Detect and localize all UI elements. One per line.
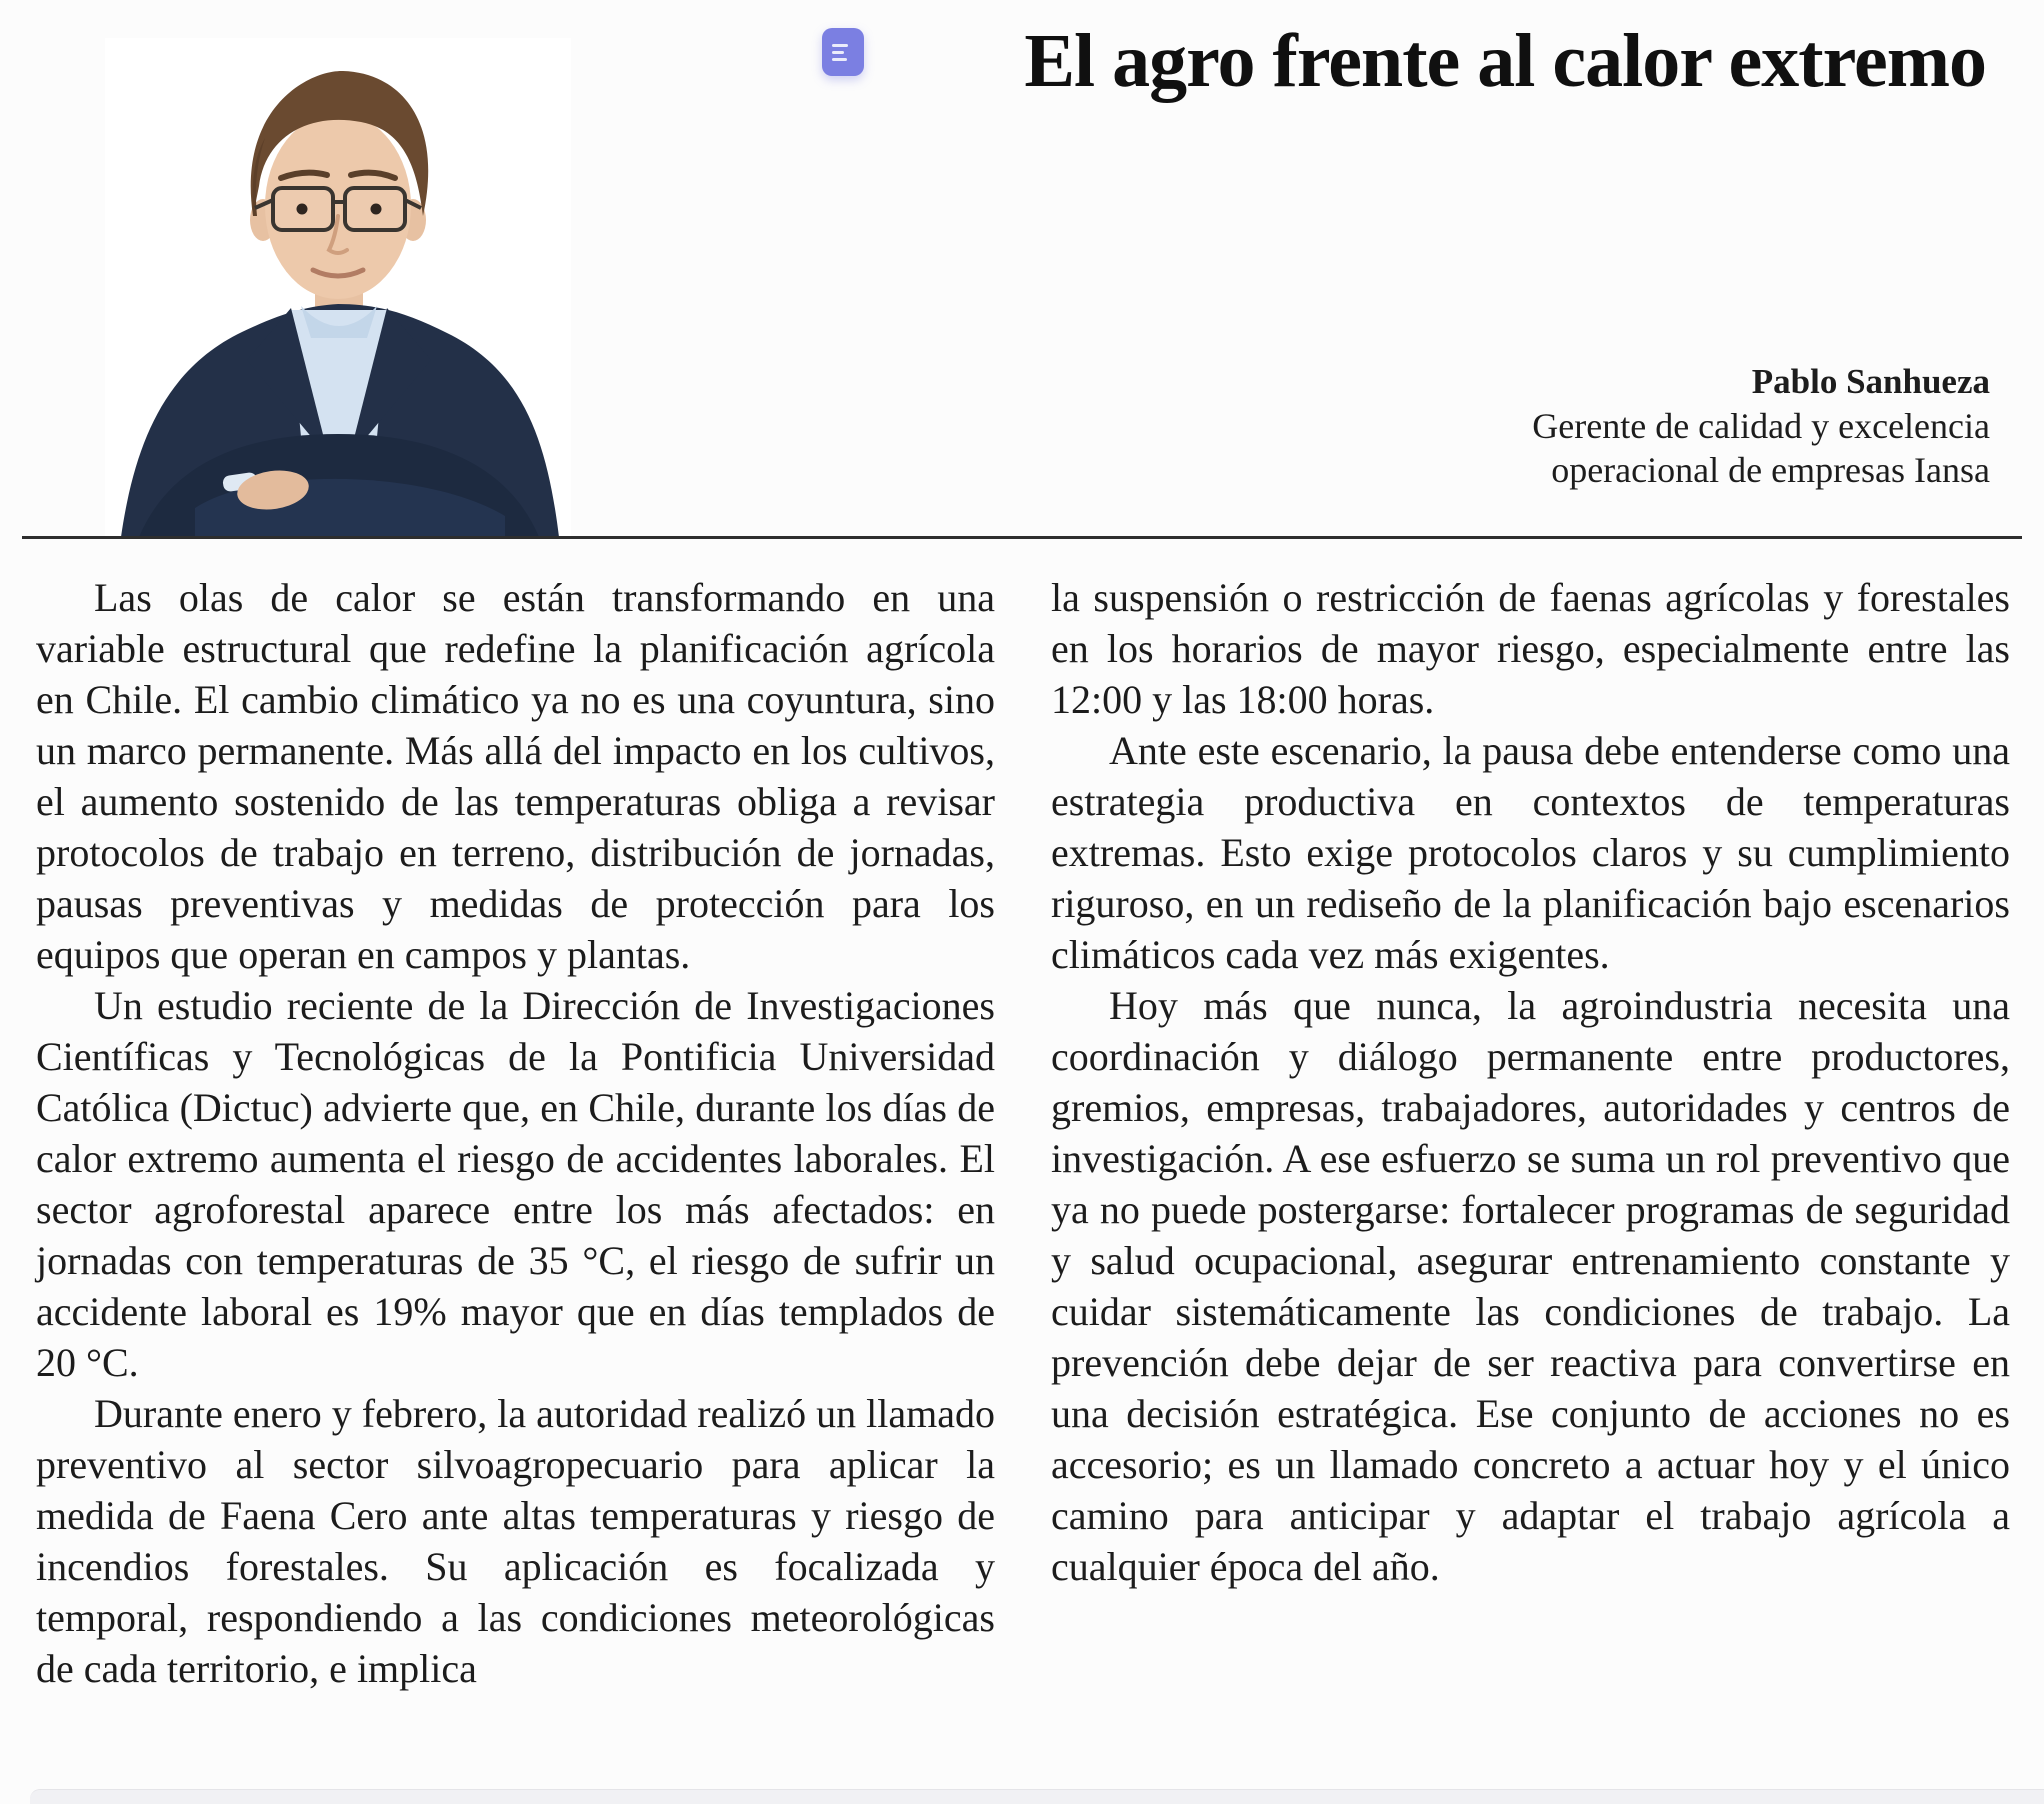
note-icon-line	[832, 58, 847, 61]
paragraph: Durante enero y febrero, la autoridad realizó un llamado preventivo al sector silvoagropecuario para aplicar la medida de Faena Cero ante altas temperaturas y riesgo de incendios forestales. Su aplicación es focalizada y temporal, respondiendo a las condiciones meteorológicas de cada territorio, e implica	[36, 1391, 995, 1691]
author-role-line-2: operacional de empresas Iansa	[1551, 450, 1990, 490]
note-icon-line	[832, 51, 844, 54]
paragraph: Ante este escenario, la pausa debe entenderse como una estrategia productiva en contextos de temperaturas extremas. Esto exige protocolos claros y su cumplimiento riguroso, en un rediseño de la planificación bajo escenarios climáticos cada vez más exigentes.	[1051, 728, 2010, 977]
author-role-line-1: Gerente de calidad y excelencia	[1532, 406, 1990, 446]
article-title: El agro frente al calor extremo	[1024, 19, 1986, 103]
next-section-edge	[30, 1789, 2044, 1804]
article-body	[36, 572, 2010, 1694]
note-icon-line	[832, 44, 848, 47]
author-photo	[105, 38, 571, 537]
author-portrait-illustration	[105, 38, 571, 537]
paragraph: Las olas de calor se están transformando en una variable estructural que redefine la planificación agrícola en Chile. El cambio climático ya no es una coyuntura, sino un marco permanente. Más allá del impacto en los cultivos, el aumento sostenido de las temperaturas obliga a revisar protocolos de trabajo en terreno, distribución de jornadas, pausas preventivas y medidas de protección para los equipos que operan en campos y plantas.	[36, 575, 995, 977]
paragraph: Hoy más que nunca, la agroindustria necesita una coordinación y diálogo permanente entre productores, gremios, empresas, trabajadores, autoridades y centros de investigación. A ese esfuerzo se suma un rol preventivo que ya no puede postergarse: fortalecer programas de seguridad y salud ocupacional, asegurar entrenamiento constante y cuidar sistemáticamente las condiciones de trabajo. La prevención debe dejar de ser reactiva para convertirse en una decisión estratégica. Ese conjunto de acciones no es accesorio; es un llamado concreto a actuar hoy y el único camino para anticipar y adaptar el trabajo agrícola a cualquier época del año.	[1051, 983, 2010, 1589]
paragraph: la suspensión o restricción de faenas agrícolas y forestales en los horarios de mayor riesgo, especialmente entre las 12:00 y las 18:00 horas.	[1051, 575, 2010, 722]
header-divider-rule	[22, 536, 2022, 539]
author-name: Pablo Sanhueza	[1751, 362, 1990, 401]
paragraph: Un estudio reciente de la Dirección de Investigaciones Científicas y Tecnológicas de la Pontificia Universidad Católica (Dictuc) advierte que, en Chile, durante los días de calor extremo aumenta el riesgo de accidentes laborales. El sector agroforestal aparece entre los más afectados: en jornadas con temperaturas de 35 °C, el riesgo de sufrir un accidente laboral es 19% mayor que en días templados de 20 °C.	[36, 983, 995, 1385]
byline	[1532, 360, 1990, 492]
note-annotation-icon[interactable]	[822, 28, 864, 76]
column-left	[36, 572, 995, 1694]
column-right	[1051, 572, 2010, 1694]
